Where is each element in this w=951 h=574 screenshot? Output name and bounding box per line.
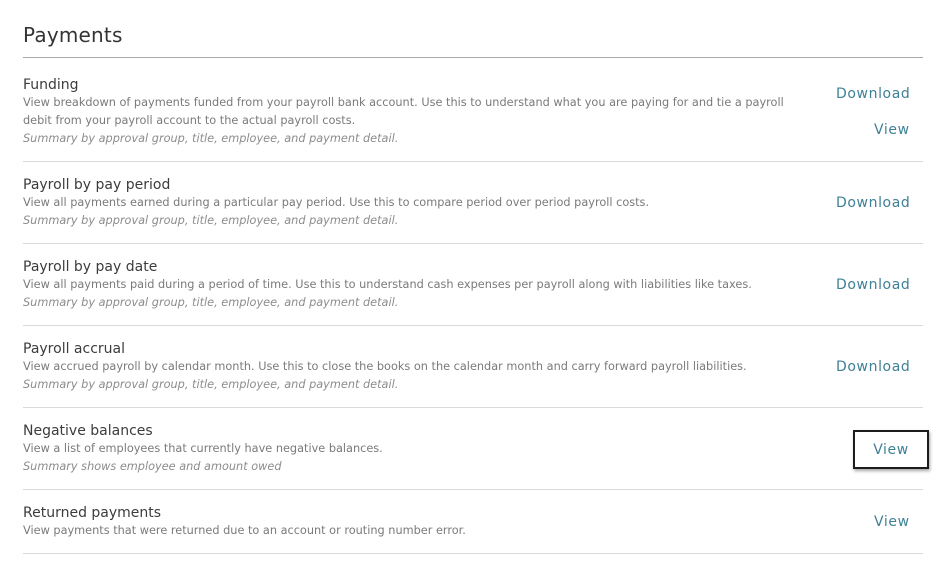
report-description: View accrued payroll by calendar month. Use this to close the books on the calendar month and carry forward payroll liabilities. — [23, 360, 747, 373]
report-row-negative-balances — [23, 422, 923, 490]
report-title: Payroll by pay date — [23, 259, 158, 275]
report-summary: Summary by approval group, title, employee, and payment detail. — [23, 214, 399, 227]
title-divider — [23, 57, 923, 58]
report-description: View all payments paid during a period of time. Use this to understand cash expenses per payroll along with liabilities like taxes. — [23, 278, 752, 291]
report-summary: Summary by approval group, title, employee, and payment detail. — [23, 378, 399, 391]
report-text-payroll-by-pay-date — [23, 258, 813, 312]
funding-view-link[interactable]: View — [874, 122, 910, 138]
report-text-payroll-accrual — [23, 340, 813, 394]
report-description: View all payments earned during a particular pay period. Use this to compare period over period payroll costs. — [23, 196, 650, 209]
report-title: Returned payments — [23, 505, 162, 521]
report-description: View payments that were returned due to an account or routing number error. — [23, 524, 466, 537]
negative-balances-view-focus — [853, 430, 929, 469]
report-title: Payroll accrual — [23, 341, 125, 357]
report-text-payroll-by-pay-period — [23, 176, 813, 230]
report-title: Payroll by pay period — [23, 177, 171, 193]
report-description: View a list of employees that currently have negative balances. — [23, 442, 383, 455]
report-text-funding — [23, 76, 813, 148]
report-summary: Summary shows employee and amount owed — [23, 460, 282, 473]
report-row-payroll-accrual — [23, 340, 923, 408]
returned-payments-view-link[interactable]: View — [874, 514, 910, 530]
report-title: Funding — [23, 77, 79, 93]
report-description: View breakdown of payments funded from your payroll bank account. Use this to understand what you are paying for and tie a payroll debit from your payroll account to the actual payroll costs. — [23, 96, 784, 127]
page-title: Payments — [23, 23, 123, 47]
report-summary: Summary by approval group, title, employee, and payment detail. — [23, 296, 399, 309]
report-row-payroll-by-pay-period — [23, 176, 923, 244]
negative-balances-view-link[interactable]: View — [873, 441, 909, 458]
payroll-by-pay-period-download-link[interactable]: Download — [836, 195, 911, 211]
report-row-returned-payments — [23, 504, 923, 554]
report-title: Negative balances — [23, 423, 153, 439]
report-row-funding — [23, 76, 923, 162]
report-row-payroll-by-pay-date — [23, 258, 923, 326]
payroll-accrual-download-link[interactable]: Download — [836, 359, 911, 375]
payroll-by-pay-date-download-link[interactable]: Download — [836, 277, 911, 293]
report-text-returned-payments — [23, 504, 813, 540]
funding-download-link[interactable]: Download — [836, 86, 911, 102]
report-summary: Summary by approval group, title, employee, and payment detail. — [23, 132, 399, 145]
report-text-negative-balances — [23, 422, 813, 476]
